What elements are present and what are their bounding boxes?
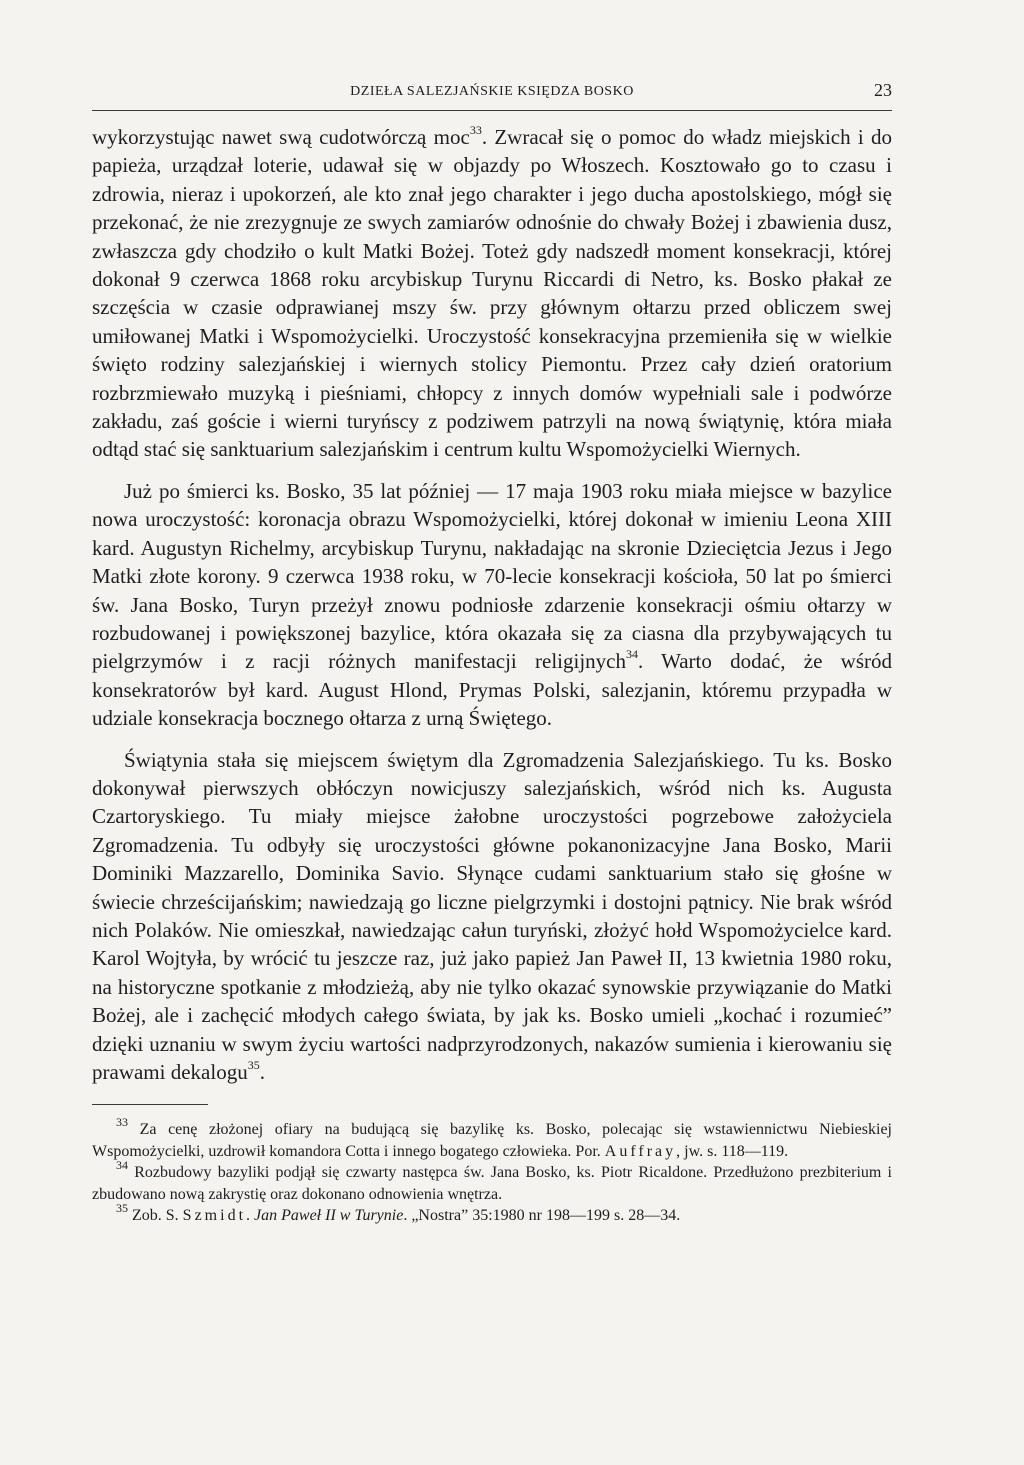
footnote-34: [92, 1158, 892, 1205]
footnote-author: Szmidt: [182, 1207, 247, 1225]
page: [92, 80, 892, 1440]
body-text: [92, 123, 892, 1086]
footnote-number: 35: [116, 1201, 128, 1216]
footnote-text: . „Nostra” 35:1980 nr 198—199 s. 28—34.: [403, 1207, 681, 1225]
footnote-title: Jan Paweł II w Turynie: [254, 1207, 404, 1225]
footnote-text: Zob. S.: [128, 1207, 183, 1225]
footnote-ref-35: 35: [247, 1058, 260, 1072]
footnote-text: .: [246, 1207, 255, 1225]
running-title: DZIEŁA SALEZJAŃSKIE KSIĘDZA BOSKO: [350, 84, 634, 99]
paragraph-text: .: [259, 1060, 265, 1084]
paragraph-text: . Warto dodać, że wśród konsekratorów był kard. August Hlond, Prymas Polski, salezjanin, któremu przypadła w udziale konsekracja bocznego ołtarza z urną Świętego.: [92, 649, 892, 731]
running-head: [92, 80, 892, 111]
paragraph-text: wykorzystując nawet swą cudotwórczą moc: [92, 125, 470, 149]
paragraph-text: . Zwracał się o pomoc do władz miejskich i do papieża, urządzał loterie, udawał się w objazdy po Włoszech. Kosztowało go to czasu i zdrowia, nieraz i upokorzeń, ale kto znał jego charakter i jego ducha apostolskiego, mógł się przekonać, że nie zrezygnuje ze swych zamiarów odnośnie do chwały Bożej i zbawienia dusz, zwłaszcza gdy chodziło o kult Matki Bożej. Toteż gdy nadszedł moment konsekracji, której dokonał 9 czerwca 1868 roku arcybiskup Turynu Riccardi di Netro, ks. Bosko płakał ze szczęścia w czasie odprawianej mszy św. przy głównym ołtarzu przed obliczem swej umiłowanej Matki i Wspomożycielki. Uroczystość konsekracyjna przemieniła się w wielkie święto rodziny salezjańskiej i wiernych stolicy Piemontu. Przez cały dzień oratorium rozbrzmiewało muzyką i pieśniami, chłopcy z innych domów wypełniali sale i podwórze zakładu, zaś goście i wierni turyńscy z podziwem patrzyli na nową świątynię, która miała odtąd stać się sanktuarium salezjańskim i centrum kultu Wspomożycielki Wiernych.: [92, 125, 892, 462]
footnote-text: , jw. s. 118—119.: [676, 1142, 789, 1160]
footnote-ref-33: 33: [469, 123, 482, 137]
footnote-divider: [92, 1104, 208, 1105]
footnote-number: 33: [116, 1115, 128, 1130]
paragraph-2: [92, 477, 892, 733]
paragraph-text: Już po śmierci ks. Bosko, 35 lat później — 17 maja 1903 roku miała miejsce w bazylice nowa uroczystość: koronacja obrazu Wspomożycielki, której dokonał w imieniu Leona XIII kard. Augustyn Richelmy, arcybiskup Turynu, nakładając na skronie Dzieciętcia Jezus i Jego Matki złote korony. 9 czerwca 1938 roku, w 70-lecie konsekracji kościoła, 50 lat po śmierci św. Jana Bosko, Turyn przeżył znowu podniosłe zdarzenie konsekracji ośmiu ołtarzy w rozbudowanej i powiększonej bazylice, która okazała się za ciasna dla przybywających tu pielgrzymów i z racji różnych manifestacji religijnych: [92, 478, 892, 674]
footnote-text: Za cenę złożonej ofiary na budującą się bazylikę ks. Bosko, polecając się wstawiennictwu Niebieskiej Wspomożycielki, uzdrowił komandora Cotta i innego bogatego człowieka. Por.: [92, 1121, 892, 1160]
footnote-ref-34: 34: [625, 647, 638, 662]
paragraph-text: Świątynia stała się miejscem świętym dla Zgromadzenia Salezjańskiego. Tu ks. Bosko dokonywał pierwszych obłóczyn nowicjuszy salezjańskich, wśród nich ks. Augusta Czartoryskiego. Tu miały miejsce żałobne uroczystości pogrzebowe założyciela Zgromadzenia. Tu odbyły się uroczystości główne pokanonizacyjne Jana Bosko, Marii Dominiki Mazzarello, Dominika Savio. Słynące cudami sanktuarium stało się głośne w świecie chrześcijańskim; nawiedzają go liczne pielgrzymki i dostojni pątnicy. Nie brak wśród nich Polaków. Nie omieszkał, nawiedzając całun turyński, złożyć hołd Wspomożycielce kard. Karol Wojtyła, by wrócić tu jeszcze raz, już jako papież Jan Paweł II, 13 kwietnia 1980 roku, na historyczne spotkanie z młodzieżą, aby nie tylko okazać synowskie przywiązanie do Matki Bożej, ale i zachęcić młodych całego świata, by jak ks. Bosko umieli „kochać i rozumieć” dzięki uznaniu w swym życiu wartości nadprzyrodzonych, nakazów sumienia i kierowaniu się prawami dekalogu: [92, 747, 892, 1084]
footnote-number: 34: [116, 1158, 128, 1173]
paragraph-3: [92, 746, 892, 1087]
page-number: 23: [874, 80, 892, 100]
footnote-author: Auffray: [604, 1142, 677, 1160]
paragraph-1: [92, 123, 892, 464]
footnote-35: [92, 1201, 892, 1227]
footnotes: [92, 1115, 892, 1227]
footnote-33: [92, 1115, 892, 1162]
footnote-text: Rozbudowy bazyliki podjął się czwarty następca św. Jana Bosko, ks. Piotr Ricaldone. Przedłużono prezbiterium i zbudowano nową zakrystię oraz dokonano odnowienia wnętrza.: [92, 1164, 892, 1203]
